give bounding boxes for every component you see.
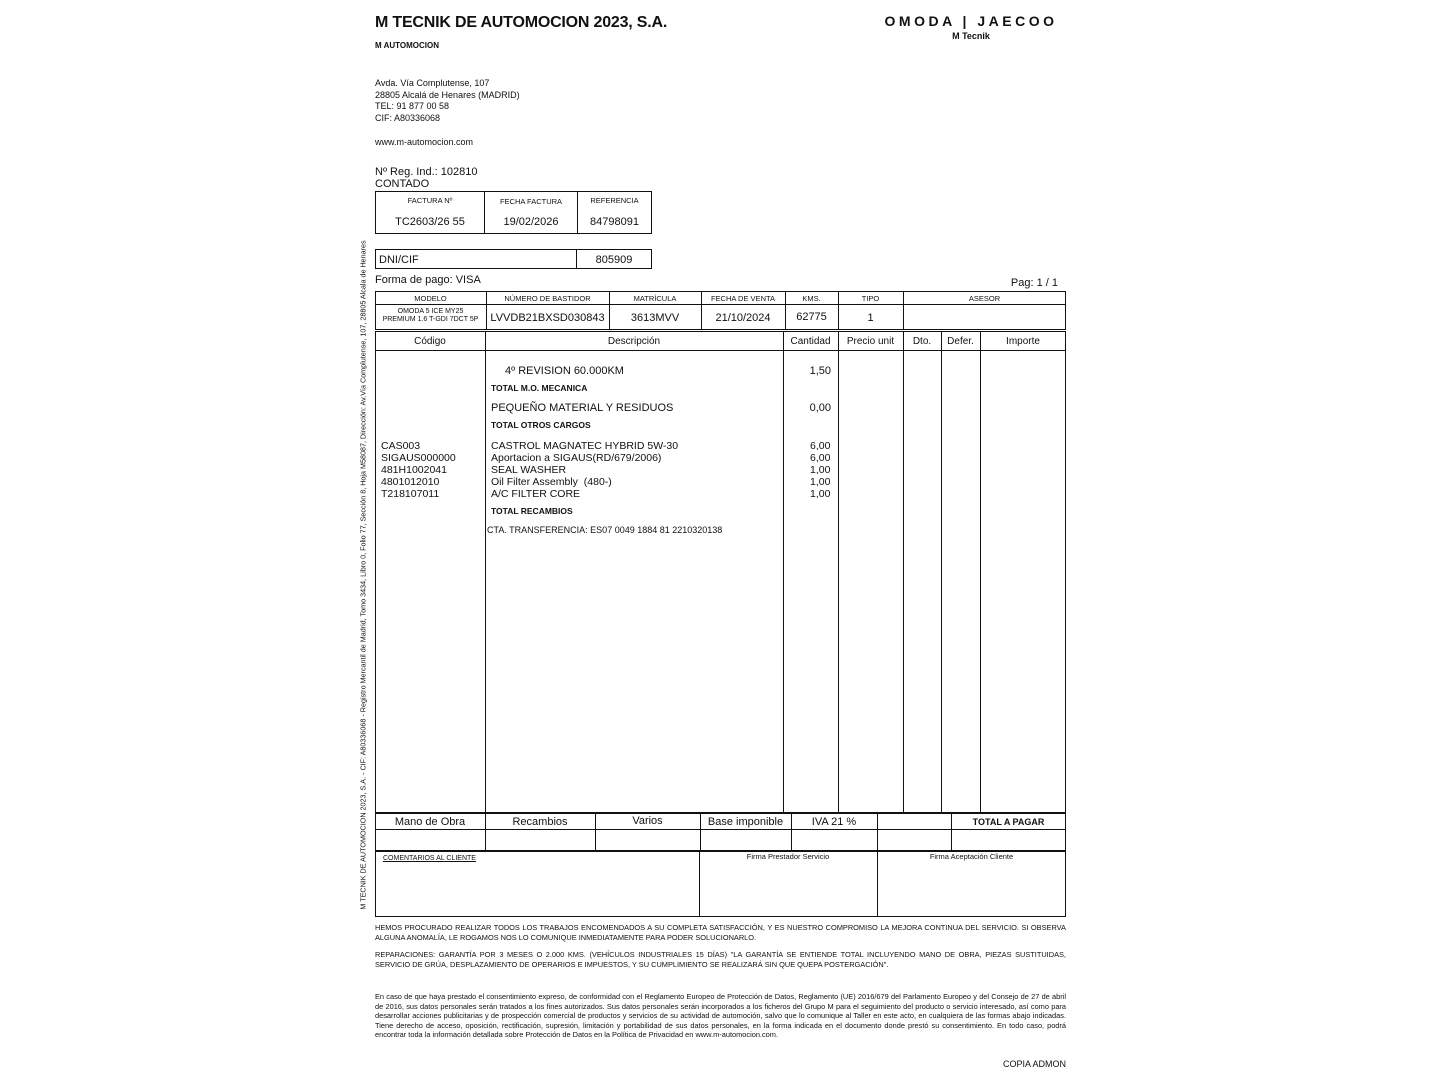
- vehicle-model-line2: PREMIUM 1.6 T-GDI 7DCT 5P: [382, 316, 479, 323]
- col-matricula: MATRÍCULA: [633, 294, 677, 303]
- reference-label: REFERENCIA: [590, 196, 639, 205]
- item-desc: PEQUEÑO MATERIAL Y RESIDUOS: [491, 402, 674, 414]
- invoice-number-label: FACTURA Nº: [407, 196, 453, 205]
- col-kms: KMS.: [802, 294, 821, 303]
- copy-label: COPIA ADMON: [1002, 1059, 1066, 1069]
- total-labor-label: Mano de Obra: [394, 816, 466, 828]
- customer-comments-label: COMENTARIOS AL CLIENTE: [383, 855, 476, 862]
- item-desc: 4º REVISION 60.000KM: [505, 365, 624, 377]
- item-qty: 1,50: [809, 365, 831, 377]
- reg-ind: Nº Reg. Ind.: 102810: [375, 166, 478, 178]
- address-line1: Avda. Vía Complutense, 107: [375, 78, 490, 88]
- website: www.m-automocion.com: [375, 137, 474, 147]
- brand-logo-text: OMODA | JAECOO: [884, 13, 1058, 29]
- client-signature-label: Firma Aceptación Cliente: [929, 852, 1014, 861]
- col-descripcion: Descripción: [607, 336, 661, 347]
- tax-base-label: Base imponible: [707, 816, 784, 828]
- brand-logo-sub: M Tecnik: [952, 31, 990, 41]
- side-legal-text: M TECNIK DE AUTOMOCION 2023, S.A. - CIF: A80336068 - Registro Mercantil de Madrid, Tomo 3434, Libro 0, Folio 77, Sección 8, Hoja M58087, Dirección: Av.Vía Complutense, 107, 28805 Alcala de Henares: [358, 240, 368, 910]
- item-qty: 0,00: [809, 402, 831, 414]
- vehicle-plate: 3613MVV: [630, 312, 680, 324]
- company-name: M TECNIK DE AUTOMOCION 2023, S.A.: [375, 14, 668, 31]
- vehicle-kms: 62775: [796, 311, 827, 323]
- col-importe: Importe: [1006, 336, 1040, 347]
- total-misc-label: Varios: [632, 815, 663, 827]
- col-codigo: Código: [414, 336, 446, 347]
- invoice-number: TC2603/26 55: [395, 216, 465, 228]
- col-tipo: TIPO: [861, 294, 880, 303]
- vehicle-type: 1: [867, 312, 874, 324]
- dni-label: DNI/CIF: [379, 254, 419, 266]
- col-cantidad: Cantidad: [790, 336, 831, 347]
- total-to-pay-label: TOTAL A PAGAR: [972, 817, 1045, 827]
- vat-label: IVA 21 %: [811, 816, 857, 828]
- brand-logo: [876, 13, 1066, 41]
- col-defer: Defer.: [947, 336, 974, 347]
- parts-descriptions: CASTROL MAGNATEC HYBRID 5W-30 Aportacion a SIGAUS(RD/679/2006) SEAL WASHER Oil Filter Assembly (480-) A/C FILTER CORE: [491, 440, 679, 500]
- total-otros-label: TOTAL OTROS CARGOS: [491, 420, 591, 430]
- lines-table: [375, 331, 1066, 813]
- invoice-date: 19/02/2026: [503, 216, 559, 228]
- provider-signature-label: Firma Prestador Servicio: [746, 852, 830, 861]
- col-modelo: MODELO: [414, 294, 447, 303]
- warranty-notice: REPARACIONES: GARANTÍA POR 3 MESES O 2.000 KMS. (VEHÍCULOS INDUSTRIALES 15 DÍAS) "LA GARANTÍA SE ENTIENDE TOTAL INCLUYENDO MANO DE OBRA, PIEZAS SUSTITUIDAS, SERVICIO DE GRÚA, DESPLAZAMIENTO DE OPERARIOS E IMPUESTOS, Y SU CUMPLIMIENTO SE REALIZARÁ SIN QUE QUEPA POSTERGACIÓN".: [375, 950, 1066, 969]
- page-number: Pag: 1 / 1: [1010, 277, 1058, 289]
- col-asesor: ASESOR: [968, 294, 1001, 303]
- dni-value: 805909: [595, 254, 633, 266]
- vehicle-vin: LVVDB21BXSD030843: [490, 312, 605, 324]
- payment-method: Forma de pago: VISA: [375, 274, 481, 286]
- total-recambios-label: TOTAL RECAMBIOS: [491, 506, 573, 516]
- vehicle-sale-date: 21/10/2024: [715, 312, 771, 324]
- col-bastidor: NÚMERO DE BASTIDOR: [504, 294, 591, 303]
- cif: CIF: A80336068: [375, 113, 441, 123]
- reference: 84798091: [590, 216, 639, 228]
- invoice-date-label: FECHA FACTURA: [499, 197, 563, 206]
- parts-quantities: 6,00 6,00 1,00 1,00 1,00: [810, 440, 831, 500]
- total-mo-label: TOTAL M.O. MECANICA: [491, 383, 588, 393]
- col-fecha-venta: FECHA DE VENTA: [710, 294, 776, 303]
- bank-transfer: CTA. TRANSFERENCIA: ES07 0049 1884 81 2210320138: [487, 525, 723, 535]
- col-dto: Dto.: [912, 336, 932, 347]
- payment-type: CONTADO: [375, 178, 430, 190]
- company-subname: M AUTOMOCION: [375, 41, 439, 50]
- vehicle-model-line1: OMODA 5 ICE MY25: [397, 308, 464, 315]
- address-line2: 28805 Alcalá de Henares (MADRID): [375, 90, 520, 100]
- phone: TEL: 91 877 00 58: [375, 101, 450, 111]
- col-precio-unit: Precio unit: [846, 336, 895, 347]
- total-parts-label: Recambios: [512, 816, 568, 828]
- privacy-notice: En caso de que haya prestado el consentimiento expreso, de conformidad con el Reglamento Europeo de Protección de Datos, Reglamento (UE) 2016/679 del Parlamento Europeo y del Consejo de 27 de abril de 2016, sus datos personales serán tratados a los fines autorizados. Sus datos personales serán incorporados a los ficheros del Grupo M para el seguimiento del producto o servicio interesado, así como para desarrollar acciones publicitarias y de prospección comercial de productos y servicios de su actividad de automoción, salvo que lo comunique al Taller en este acto, en cualquiera de las formas abajo indicadas. Tiene derecho de acceso, oposición, rectificación, supresión, limitación y portabilidad de sus datos personales, en la forma indicada en el documento donde prestó su consentimiento. En todo caso, podrá encontrar toda la información detallada sobre Protección de Datos en la Política de Privacidad en www.m-automocion.com.: [375, 992, 1066, 1039]
- satisfaction-notice: HEMOS PROCURADO REALIZAR TODOS LOS TRABAJOS ENCOMENDADOS A SU COMPLETA SATISFACCIÓN, Y ES NUESTRO COMPROMISO LA MEJORA CONTINUA DEL SERVICIO. SI OBSERVA ALGUNA ANOMALÍA, LE ROGAMOS NOS LO COMUNIQUE INMEDIATAMENTE PARA PODER SOLUCIONARLO.: [375, 923, 1066, 942]
- parts-codes: CAS003 SIGAUS000000 481H1002041 4801012010 T218107011: [381, 440, 456, 500]
